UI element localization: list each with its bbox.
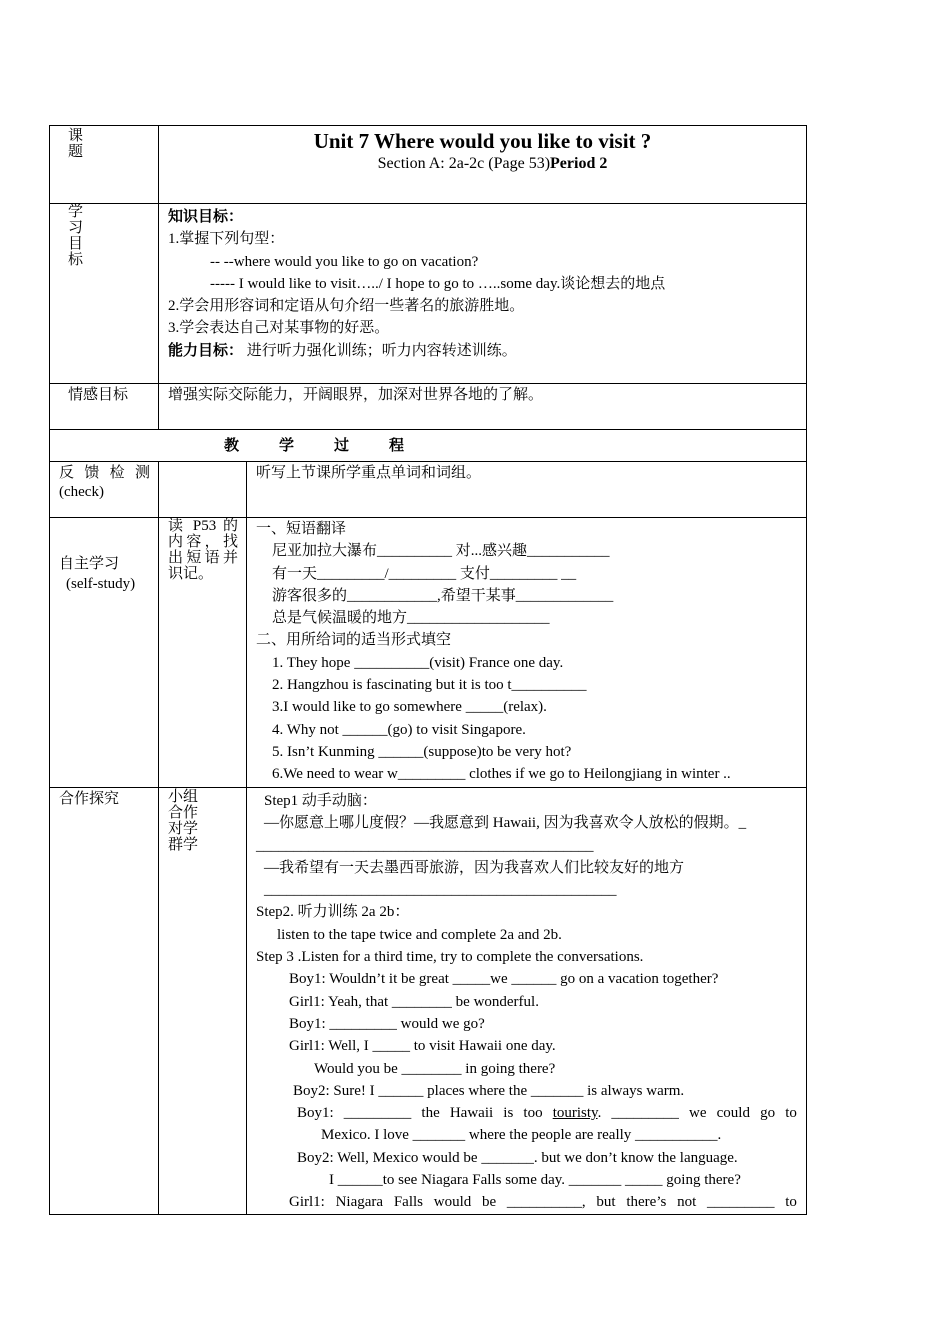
check-row <box>50 462 807 518</box>
emotion-label: 情感目标 <box>68 387 129 403</box>
lesson-subtitle <box>159 153 806 175</box>
fill-item: 2. Hangzhou is fascinating but it is too t__________ <box>272 677 587 694</box>
fill-item: 6.We need to wear w_________ clothes if we go to Heilongjiang in winter .. <box>272 766 731 783</box>
hint-line: 合作 <box>168 805 199 821</box>
title-row <box>50 126 807 204</box>
translation-item: 尼亚加拉大瀑布__________ 对...感兴趣___________ <box>272 543 610 560</box>
translation-item: 有一天_________/_________ 支付_________ __ <box>272 565 577 582</box>
dialogue-line: Boy1: Wouldn’t it be great _____we ______ go on a vacation together? <box>289 971 719 988</box>
objective-line: 1.掌握下列句型： <box>168 231 285 248</box>
dialogue-word: go <box>760 1105 776 1122</box>
dialogue-word: . <box>597 1105 602 1122</box>
dialogue-word: but <box>596 1194 616 1211</box>
dialogue-word: _________ <box>707 1194 775 1211</box>
step-line: —你愿意上哪儿度假？—我愿意到 Hawaii, 因为我喜欢令人放松的假期。_ <box>264 815 747 832</box>
check-label-cell <box>50 462 159 518</box>
hint-line: 对学 <box>168 821 199 837</box>
dialogue-word: the <box>421 1105 440 1122</box>
dialogue-line: Girl1: Yeah, that ________ be wonderful. <box>289 993 539 1010</box>
cooperation-row <box>50 788 807 1215</box>
cooperation-hint-cell <box>159 788 247 1215</box>
dialogue-word: is <box>503 1105 514 1122</box>
objective-line: ----- I would like to visit…../ I hope to go to …..some day.谈论想去的地点 <box>210 275 666 292</box>
emotion-label-cell <box>50 384 159 430</box>
objectives-label-cell <box>50 204 159 384</box>
dialogue-word: __________, <box>506 1194 586 1211</box>
cooperation-label-cell <box>50 788 159 1215</box>
dialogue-word: be <box>482 1194 497 1211</box>
exercise-heading: 二、用所给词的适当形式填空 <box>256 632 452 649</box>
dialogue-word: _________ <box>343 1105 412 1122</box>
check-text: 听写上节课所学重点单词和词组。 <box>256 465 482 481</box>
period-text: Period 2 <box>550 155 608 172</box>
dialogue-word: Falls <box>393 1194 423 1211</box>
dialogue-word: _________ <box>611 1105 679 1122</box>
dialogue-line: I ______to see Niagara Falls some day. _______ _____ going there? <box>329 1172 741 1189</box>
objectives-cell <box>159 204 807 384</box>
objectives-row <box>50 204 807 384</box>
dialogue-line-justified <box>256 1191 797 1213</box>
lesson-plan-table <box>49 125 807 1215</box>
dialogue-line: Boy2: Well, Mexico would be _______. but we don’t know the language. <box>297 1149 738 1166</box>
objective-line: 2.学会用形容词和定语从句介绍一些著名的旅游胜地。 <box>168 298 525 315</box>
objectives-label: 学习目标 <box>68 204 84 268</box>
dialogue-line: Girl1: Well, I _____ to visit Hawaii one day. <box>289 1038 556 1055</box>
dialogue-word: Hawaii <box>449 1105 494 1122</box>
dialogue-line: Boy1: _________ would we go? <box>289 1015 485 1032</box>
ability-goal-text: 进行听力强化训练；听力内容转述训练。 <box>243 342 517 359</box>
answer-blank-line: _______________________________________________ <box>264 882 617 899</box>
dialogue-word: Girl1: <box>289 1194 325 1211</box>
self-study-row <box>50 518 807 788</box>
topic-label: 课题 <box>68 128 84 160</box>
self-study-label-cell <box>50 518 159 788</box>
translation-item: 总是气候温暖的地方___________________ <box>272 610 550 627</box>
knowledge-goal-label: 知识目标： <box>168 209 244 225</box>
fill-item: 5. Isn’t Kunming ______(suppose)to be very hot? <box>272 743 572 760</box>
process-header-cell <box>50 430 807 462</box>
step-line: Step1 动手动脑： <box>264 793 377 809</box>
exercise-heading: 一、短语翻译 <box>256 521 347 537</box>
objective-line: -- --where would you like to go on vacation? <box>210 253 479 270</box>
process-char: 教 <box>224 437 240 454</box>
process-char: 过 <box>334 437 350 454</box>
check-content-cell <box>247 462 807 518</box>
emotion-cell <box>159 384 807 430</box>
dialogue-word: Boy1: <box>297 1105 334 1122</box>
dialogue-line-justified <box>256 1102 797 1124</box>
process-char: 学 <box>279 437 295 454</box>
objective-line: 3.学会表达自己对某事物的好恶。 <box>168 320 390 337</box>
self-study-hint-cell <box>159 518 247 788</box>
fill-item: 4. Why not ______(go) to visit Singapore. <box>272 721 526 738</box>
topic-label-cell <box>50 126 159 204</box>
section-text: Section A: 2a-2c (Page 53) <box>377 155 551 172</box>
hint-line: 小组 <box>168 789 199 805</box>
dialogue-line: Boy2: Sure! I ______ places where the _______ is always warm. <box>293 1082 685 1099</box>
answer-blank-line: _____________________________________________ <box>256 837 594 854</box>
hint-line: 识记。 <box>168 566 214 582</box>
lesson-title: Unit 7 Where would you like to visit ? <box>313 129 652 153</box>
emotion-text: 增强实际交际能力，开阔眼界，加深对世界各地的了解。 <box>168 387 544 403</box>
title-cell <box>159 126 807 204</box>
ability-goal-label: 能力目标： <box>168 342 244 359</box>
ability-goal <box>168 340 806 362</box>
dialogue-word: could <box>716 1105 750 1122</box>
dialogue-word: not <box>677 1194 697 1211</box>
dialogue-word: to <box>785 1194 797 1211</box>
dialogue-word: there’s <box>626 1194 667 1211</box>
step-line: Step2. 听力训练 2a 2b： <box>256 904 410 921</box>
dialogue-word: would <box>433 1194 472 1211</box>
self-study-label-en: (self-study) <box>66 576 136 593</box>
hint-line: 群学 <box>168 837 199 853</box>
fill-item: 3.I would like to go somewhere _____(relax). <box>272 699 547 716</box>
fill-item: 1. They hope __________(visit) France one day. <box>272 654 564 671</box>
hint-line: 读 P53 的 <box>168 518 238 534</box>
emotion-row <box>50 384 807 430</box>
hint-line: 内容，找 <box>168 534 238 550</box>
check-label: 反 馈 检 测 <box>59 465 150 481</box>
dialogue-word: to <box>785 1105 797 1122</box>
process-char: 程 <box>389 437 405 454</box>
dialogue-word: we <box>689 1105 707 1122</box>
dialogue-word: too <box>523 1105 543 1122</box>
process-header-row <box>50 430 807 462</box>
self-study-label: 自主学习 <box>59 556 120 572</box>
translation-item: 游客很多的____________,希望干某事_____________ <box>272 587 614 604</box>
check-label-en: (check) <box>59 484 104 501</box>
dialogue-word-underlined: touristy <box>552 1105 598 1122</box>
step-line: Step 3 .Listen for a third time, try to complete the conversations. <box>256 949 644 966</box>
hint-line: 出短语并 <box>168 550 238 566</box>
process-header <box>50 436 806 456</box>
check-hint-cell <box>159 462 247 518</box>
dialogue-line: Mexico. I love _______ where the people are really ___________. <box>321 1127 722 1144</box>
step-line: listen to the tape twice and complete 2a and 2b. <box>277 926 562 943</box>
cooperation-label: 合作探究 <box>59 791 120 807</box>
dialogue-word: Niagara <box>335 1194 384 1211</box>
self-study-content-cell <box>247 518 807 788</box>
step-line: —我希望有一天去墨西哥旅游，因为我喜欢人们比较友好的地方 <box>264 859 685 876</box>
cooperation-content-cell <box>247 788 807 1215</box>
dialogue-line: Would you be ________ in going there? <box>314 1060 556 1077</box>
